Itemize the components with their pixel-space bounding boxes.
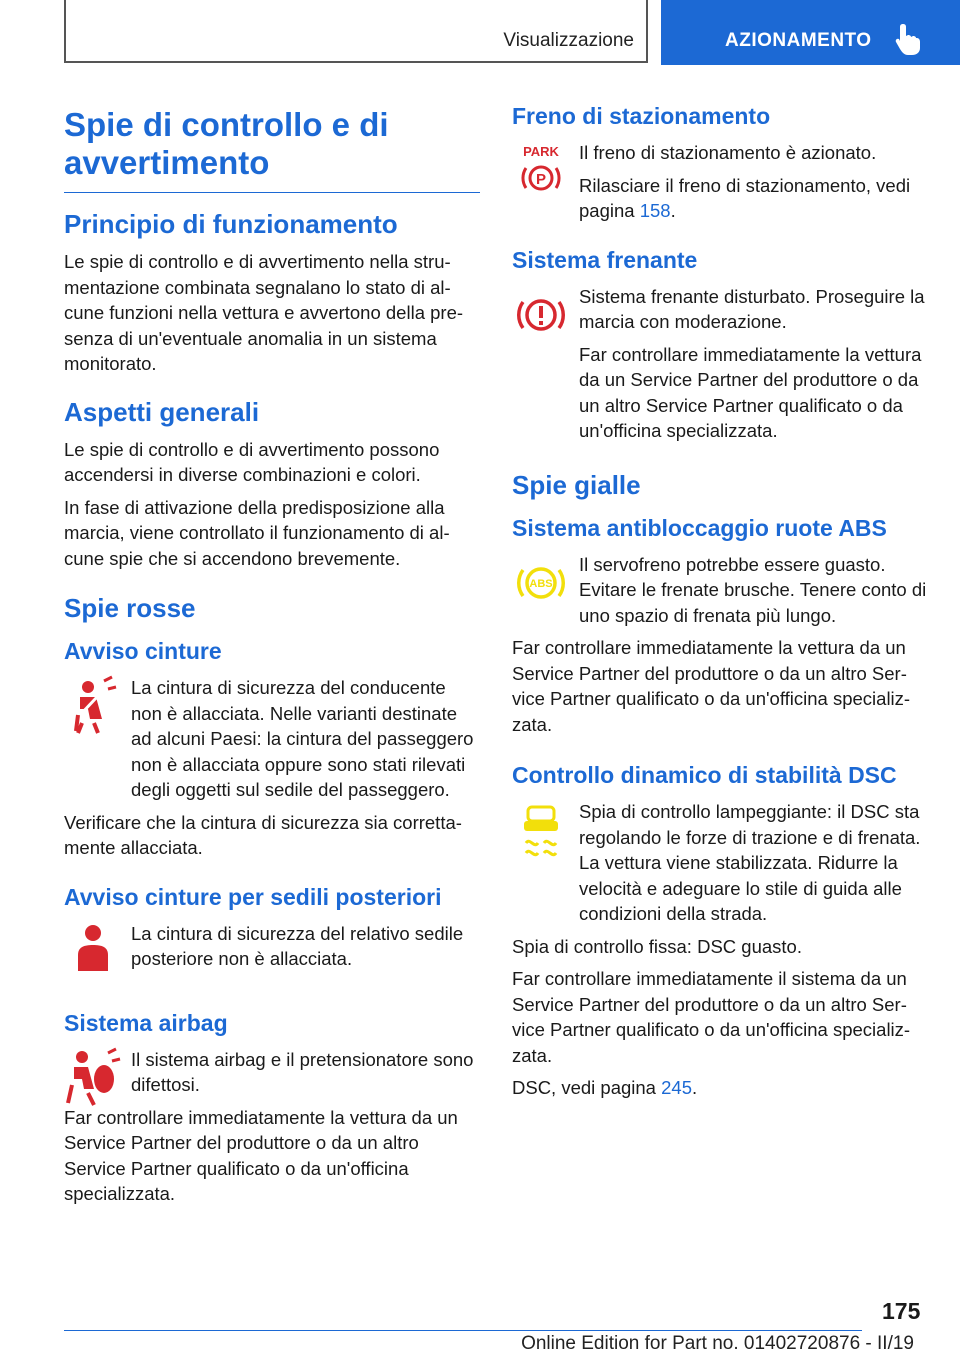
- text-principio: Le spie di controllo e di avvertimento nella strumentazione combinata segnalano lo stato di alcune funzioni nella vettura e avvertono della presenza di un'eventuale anomalia in un sistema monitorato.: [64, 251, 464, 374]
- text-abs-1: Il servofreno potrebbe essere guasto. Evitare le frenate brusche. Tenere conto di uno spazio di frenata più lungo.: [579, 553, 927, 626]
- header-tab-label: AZIONAMENTO: [725, 30, 872, 51]
- block-freno-stazionamento: [512, 140, 932, 224]
- link-page-245[interactable]: 245: [661, 1077, 692, 1098]
- text-airbag-1: Il sistema airbag e il pretensionatore sono difettosi.: [131, 1048, 474, 1095]
- page-number: 175: [882, 1298, 921, 1324]
- text-aspetti-2: In fase di attivazione della predisposizione alla marcia, viene controllato il funzionamento di alcune spie che si accendono brevemente.: [64, 496, 450, 569]
- heading-freno-stazionamento: Freno di stazionamento: [512, 103, 771, 129]
- heading-spie-rosse: Spie rosse: [64, 593, 196, 623]
- heading-principio: Principio di funzionamento: [64, 209, 398, 239]
- hand-pointer-icon: [895, 22, 921, 56]
- park-icon-label: PARK: [523, 144, 559, 159]
- heading-aspetti: Aspetti generali: [64, 396, 260, 427]
- rear-seat-occupant-icon: [64, 921, 122, 983]
- airbag-warning-icon: [64, 1047, 122, 1109]
- seatbelt-warning-icon: [64, 675, 122, 737]
- header-section-label: Visualizzazione: [503, 30, 634, 51]
- page-title: Spie di controllo e di avvertimento: [64, 106, 389, 181]
- text-aspetti-1: Le spie di controllo e di avvertimento possono accendersi in diverse combinazioni e colori.: [64, 438, 440, 485]
- brake-warning-icon: [512, 284, 570, 346]
- heading-cinture-posteriori: Avviso cinture per sedili posteriori: [64, 883, 442, 910]
- text-posteriori-1: La cintura di sicurezza del relativo sedile posteriore non è allacciata.: [131, 922, 464, 969]
- abs-icon-label: ABS: [529, 577, 553, 590]
- heading-abs: Sistema antibloccaggio ruote ABS: [512, 514, 887, 541]
- heading-dsc: Controllo dinamico di stabilità DSC: [512, 762, 897, 788]
- block-sistema-airbag: [64, 1047, 480, 1098]
- block-avviso-cinture: [64, 675, 480, 803]
- block-dsc: [512, 799, 932, 927]
- header-tab-azionamento[interactable]: [661, 0, 960, 65]
- text-frenante-2: Far controllare immediatamente la vettura da un Service Partner del produttore o da un altro Service Partner qualificato o da un'officina specializzata.: [579, 343, 922, 441]
- footer-rule: [64, 1330, 862, 1331]
- block-abs: [512, 552, 932, 629]
- parking-brake-icon: [512, 140, 570, 202]
- header-section-box: [64, 0, 648, 63]
- abs-warning-icon: [512, 552, 570, 614]
- text-dsc-1: Spia di controllo lampeggiante: il DSC sta regolando le forze di trazione e di frenata. La vettura viene stabilizzata. Ridurre la velocità e adeguare lo stile di guida alle condizioni della strada.: [579, 801, 921, 924]
- right-column: [512, 100, 932, 1108]
- block-sistema-frenante: [512, 284, 932, 335]
- text-dsc-4: DSC, vedi pagina 245.: [512, 1077, 698, 1098]
- svg-text:P: P: [535, 171, 547, 188]
- heading-sistema-frenante: Sistema frenante: [512, 246, 698, 273]
- dsc-stability-icon: [512, 799, 570, 861]
- block-cinture-posteriori: [64, 921, 480, 989]
- text-freno-2: Rilasciare il freno di stazionamento, vedi pagina 158.: [579, 174, 911, 221]
- heading-sistema-airbag: Sistema airbag: [64, 1009, 228, 1036]
- footer-edition: Online Edition for Part no. 01402720876 - II/19: [521, 1333, 914, 1354]
- text-dsc-3: Far controllare immediatamente il sistema da un Service Partner del produttore o da un altro Service Partner qualificato o da un'officina specializzata.: [512, 968, 911, 1066]
- title-rule: [64, 192, 480, 193]
- text-frenante-1: Sistema frenante disturbato. Proseguire la marcia con moderazione.: [579, 285, 925, 332]
- left-column: [64, 100, 480, 1214]
- text-abs-2: Far controllare immediatamente la vettura da un Service Partner del produttore o da un altro Service Partner qualificato o da un'officina specializzata.: [512, 637, 911, 735]
- heading-spie-gialle: Spie gialle: [512, 469, 641, 500]
- link-page-158[interactable]: 158: [639, 200, 671, 221]
- text-freno-1: Il freno di stazionamento è azionato.: [579, 142, 877, 163]
- text-cinture-1: La cintura di sicurezza del conducente non è allacciata. Nelle varianti destinate ad alcuni Paesi: la cintura del passeggero non è allacciata oppure sono stati rilevati degli oggetti sul sedile del passeggero.: [131, 677, 474, 800]
- text-airbag-2: Far controllare immediatamente la vettura da un Service Partner del produttore o da un altro Service Partner qualificato o da un'officina specializzata.: [64, 1106, 458, 1204]
- text-cinture-2: Verificare che la cintura di sicurezza sia correttamente allacciata.: [64, 811, 462, 858]
- heading-avviso-cinture: Avviso cinture: [64, 638, 222, 664]
- text-dsc-2: Spia di controllo fissa: DSC guasto.: [512, 935, 802, 957]
